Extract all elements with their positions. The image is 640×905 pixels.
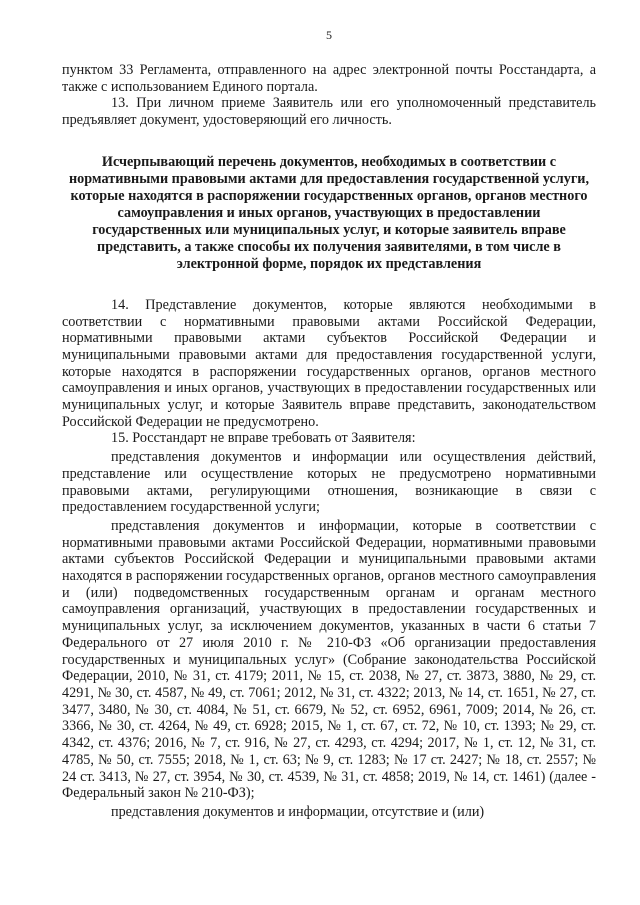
page-number: 5	[326, 28, 332, 42]
paragraph-14: 14. Представление документов, которые являются необходимыми в соответствии с нормативными правовыми актами Российской Федерации, нормативными правовыми актами субъектов Российской Федерации и муниципальными правовыми актами для предоставления государственной услуги, которые находятся в распоряжении государственных органов, органов местного самоуправления и иных органов, участвующих в предоставлении государственных или муниципальных услуг, и которые Заявитель вправе представить, законодательством Российской Федерации не предусмотрено.	[62, 296, 596, 430]
intro-paragraph-2: 13. При личном приеме Заявитель или его уполномоченный представитель предъявляет документ, удостоверяющий его личность.	[62, 95, 596, 129]
document-page	[62, 28, 596, 821]
paragraph-15-item-3: представления документов и информации, отсутствие и (или)	[111, 803, 485, 820]
section-heading: Исчерпывающий перечень документов, необходимых в соответствии с нормативными правовыми актами для предоставления государственной услуги, которые находятся в распоряжении государственных органов, органов местного самоуправления и иных органов, участвующих в предоставлении государственных или муниципальных услуг, и которые заявитель вправе представить, а также способы их получения заявителями, в том числе в электронной форме, порядок их представления	[68, 153, 589, 272]
paragraph-15-item-2: представления документов и информации, которые в соответствии с нормативными правовыми актами Российской Федерации, нормативными правовыми актами субъектов Российской Федерации и муниципальными правовыми актами находятся в распоряжении государственных органов, органов местного самоуправления и (или) подведомственных государственным органам и органам местного самоуправления организаций, участвующих в предоставлении государственных и муниципальных услуг, за исключением документов, указанных в части 6 статьи 7 Федерального от 27 июля 2010 г. № 210-ФЗ «Об организации предоставления государственных и муниципальных услуг» (Собрание законодательства Российской Федерации, 2010, № 31, ст. 4179; 2011, № 15, ст. 2038, № 27, ст. 3873, 3880, № 29, ст. 4291, № 30, ст. 4587, № 49, ст. 7061; 2012, № 31, ст. 4322; 2013, № 14, ст. 1651, № 27, ст. 3477, 3480, № 30, ст. 4084, № 51, ст. 6679, № 52, ст. 6952, 6961, 7009; 2014, № 26, ст. 3366, № 30, ст. 4264, № 49, ст. 6928; 2015, № 1, ст. 67, ст. 72, № 10, ст. 1393; № 29, ст. 4342, ст. 4376; 2016, № 7, ст. 916, № 27, ст. 4293, ст. 4294; 2017, № 1, ст. 12, № 31, ст. 4785, № 50, ст. 7555; 2018, № 1, ст. 63; № 9, ст. 1283; № 17 ст. 2427; № 18, ст. 2557; № 24 ст. 3413, № 27, ст. 3954, № 30, ст. 4539, № 31, ст. 4858; 2019, № 14, ст. 1461) (далее - Федеральный закон № 210-ФЗ);	[62, 517, 596, 802]
paragraph-15-item-1: представления документов и информации или осуществления действий, представление или осуществление которых не предусмотрено нормативными правовыми актами, регулирующими отношения, возникающие в связи с предоставлением государственной услуги;	[62, 449, 596, 516]
intro-paragraph-1: пунктом 33 Регламента, отправленного на адрес электронной почты Росстандарта, а также с использованием Единого портала.	[62, 62, 596, 95]
paragraph-15: 15. Росстандарт не вправе требовать от Заявителя:	[111, 430, 416, 447]
